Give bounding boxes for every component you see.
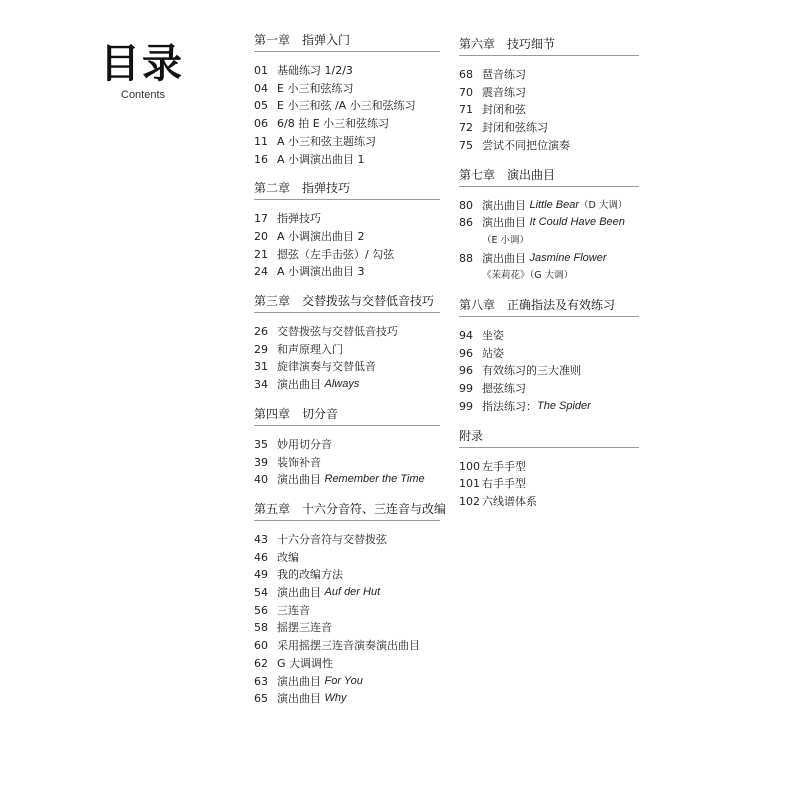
toc-entry[interactable] bbox=[254, 228, 440, 246]
entry-label: A 小调演出曲目 3 bbox=[277, 265, 365, 279]
page-number: 35 bbox=[254, 437, 268, 451]
page-number: 63 bbox=[254, 674, 268, 688]
entry-key-note: （D 大调） bbox=[579, 199, 628, 211]
toc-chapter bbox=[254, 406, 440, 489]
toc-entry[interactable] bbox=[254, 673, 440, 691]
entry-label: 交替拨弦与交替低音技巧 bbox=[277, 325, 398, 339]
entry-english-title: For You bbox=[324, 674, 363, 687]
toc-entry[interactable] bbox=[459, 475, 639, 493]
entry-label: 摇摆三连音 bbox=[277, 621, 332, 635]
page-number: 68 bbox=[459, 68, 473, 81]
toc-chapter bbox=[254, 32, 440, 168]
page-subtitle: Contents bbox=[121, 89, 166, 101]
page-number: 46 bbox=[254, 550, 268, 564]
toc-chapter bbox=[254, 293, 440, 394]
page-number: 34 bbox=[254, 378, 268, 392]
chapter-title: 第五章 十六分音符、三连音与改编 bbox=[254, 501, 440, 521]
chapter-title: 第六章 技巧细节 bbox=[459, 36, 639, 56]
toc-chapter bbox=[459, 428, 639, 511]
entry-label: 右手手型 bbox=[482, 477, 526, 491]
page-number: 58 bbox=[254, 621, 268, 635]
toc-entry[interactable] bbox=[459, 197, 639, 215]
entry-label: 琶音练习 bbox=[482, 68, 526, 81]
page-number: 99 bbox=[459, 382, 473, 396]
entry-label: 演出曲目 bbox=[277, 378, 325, 392]
entry-label: 有效练习的三大准则 bbox=[482, 364, 581, 378]
toc-entry[interactable] bbox=[459, 345, 639, 363]
toc-chapter bbox=[459, 297, 639, 416]
page-number: 96 bbox=[459, 364, 473, 378]
toc-entry[interactable] bbox=[254, 637, 440, 655]
page-number: 39 bbox=[254, 455, 268, 469]
page-number: 80 bbox=[459, 198, 473, 212]
toc-chapter bbox=[459, 167, 639, 286]
page-number: 54 bbox=[254, 586, 268, 600]
entry-label: 演出曲目 bbox=[277, 692, 325, 706]
entry-label: 妙用切分音 bbox=[277, 437, 332, 451]
entry-label: 6/8 拍 E 小三和弦练习 bbox=[277, 117, 390, 131]
page-number: 24 bbox=[254, 265, 268, 279]
page-number: 06 bbox=[254, 117, 268, 131]
entry-label: 封闭和弦练习 bbox=[482, 121, 548, 135]
page-number: 26 bbox=[254, 325, 268, 339]
entry-label: 左手手型 bbox=[482, 459, 526, 473]
toc-entry[interactable] bbox=[254, 341, 440, 359]
toc-entry[interactable] bbox=[459, 137, 639, 155]
page-number: 72 bbox=[459, 121, 473, 135]
toc-entry[interactable] bbox=[459, 250, 639, 268]
toc-entry[interactable] bbox=[254, 549, 440, 567]
toc-entry[interactable] bbox=[254, 80, 440, 98]
entry-english-title: It Could Have Been bbox=[529, 216, 625, 229]
page-number: 101 bbox=[459, 477, 480, 491]
toc-entry[interactable] bbox=[254, 619, 440, 637]
entry-english-title: Always bbox=[324, 378, 360, 391]
toc-entry[interactable] bbox=[254, 97, 440, 115]
entry-english-title: Remember the Time bbox=[324, 473, 425, 486]
entry-label: 旋律演奏与交替低音 bbox=[277, 360, 376, 374]
entry-english-title: The Spider bbox=[537, 399, 591, 412]
page-number: 100 bbox=[459, 459, 480, 473]
chapter-title: 第一章 指弹入门 bbox=[254, 32, 440, 52]
chapter-title: 第八章 正确指法及有效练习 bbox=[459, 297, 639, 317]
entry-label: 演出曲目 bbox=[482, 198, 530, 212]
entry-label: 采用摇摆三连音演奏演出曲目 bbox=[277, 639, 420, 653]
entry-label: 尝试不同把位演奏 bbox=[482, 138, 570, 152]
entry-english-title: Auf der Hut bbox=[324, 586, 381, 599]
toc-chapter bbox=[254, 180, 440, 281]
entry-label: 震音练习 bbox=[482, 85, 526, 99]
entry-label: 十六分音符与交替拨弦 bbox=[277, 532, 387, 546]
toc-entry[interactable] bbox=[459, 327, 639, 345]
entry-subtitle: 《茉莉花》（G 大调） bbox=[482, 270, 574, 282]
page-number: 01 bbox=[254, 64, 268, 77]
page-number: 56 bbox=[254, 603, 268, 617]
toc-entry[interactable] bbox=[254, 246, 440, 264]
page-number: 102 bbox=[459, 494, 480, 508]
toc-entry[interactable] bbox=[254, 531, 440, 549]
page-number: 96 bbox=[459, 346, 473, 360]
entry-label: 站姿 bbox=[482, 346, 504, 360]
toc-entry[interactable] bbox=[254, 471, 440, 489]
page-number: 70 bbox=[459, 85, 473, 99]
toc-entry[interactable] bbox=[254, 566, 440, 584]
entry-label: A 小调演出曲目 1 bbox=[277, 152, 365, 166]
toc-entry[interactable] bbox=[459, 66, 639, 84]
page-number: 20 bbox=[254, 229, 268, 243]
entry-label: 摁弦练习 bbox=[482, 382, 526, 396]
toc-entry[interactable] bbox=[459, 380, 639, 398]
toc-entry[interactable] bbox=[254, 376, 440, 394]
toc-entry[interactable] bbox=[254, 655, 440, 673]
toc-entry[interactable] bbox=[459, 493, 639, 511]
toc-entry[interactable] bbox=[254, 358, 440, 376]
entry-label: 我的改编方法 bbox=[277, 568, 343, 582]
entry-label: 摁弦（左手击弦）/ 勾弦 bbox=[277, 247, 395, 261]
toc-entry[interactable] bbox=[254, 115, 440, 133]
page-number: 88 bbox=[459, 251, 473, 265]
page-number: 21 bbox=[254, 247, 268, 261]
toc-entry[interactable] bbox=[254, 602, 440, 620]
entry-label: 封闭和弦 bbox=[482, 103, 526, 117]
entry-label: 坐姿 bbox=[482, 329, 504, 343]
page-number: 31 bbox=[254, 360, 268, 374]
entry-label: G 大调调性 bbox=[277, 656, 334, 670]
page-number: 62 bbox=[254, 656, 268, 670]
page-number: 94 bbox=[459, 329, 473, 343]
chapter-title: 第四章 切分音 bbox=[254, 406, 440, 426]
toc-entry[interactable] bbox=[254, 454, 440, 472]
page-number: 49 bbox=[254, 568, 268, 582]
entry-label: 基础练习 1/2/3 bbox=[277, 64, 353, 77]
toc-entry[interactable] bbox=[459, 119, 639, 137]
toc-column-right bbox=[459, 36, 639, 523]
chapter-title: 第二章 指弹技巧 bbox=[254, 180, 440, 200]
toc-chapter bbox=[254, 501, 447, 708]
page-title: 目录 bbox=[100, 40, 184, 87]
toc-entry[interactable] bbox=[254, 690, 440, 708]
chapter-title: 第七章 演出曲目 bbox=[459, 167, 639, 187]
page-number: 99 bbox=[459, 399, 473, 413]
page-number: 75 bbox=[459, 138, 473, 152]
entry-label: A 小调演出曲目 2 bbox=[277, 229, 365, 243]
page-number: 17 bbox=[254, 212, 268, 226]
toc-entry[interactable] bbox=[459, 101, 639, 119]
toc-entry[interactable] bbox=[254, 151, 440, 169]
entry-label: E 小三和弦 /A 小三和弦练习 bbox=[277, 99, 416, 113]
page-number: 40 bbox=[254, 473, 268, 487]
entry-label: A 小三和弦主题练习 bbox=[277, 134, 377, 148]
entry-label: E 小三和弦练习 bbox=[277, 81, 354, 95]
page-number: 11 bbox=[254, 134, 268, 148]
toc-entry[interactable] bbox=[459, 458, 639, 476]
entry-label: 演出曲目 bbox=[482, 251, 530, 265]
page-number: 16 bbox=[254, 152, 268, 166]
toc-entry[interactable] bbox=[459, 398, 639, 416]
toc-entry[interactable] bbox=[254, 323, 440, 341]
toc-entry[interactable] bbox=[459, 362, 639, 380]
entry-label: 六线谱体系 bbox=[482, 494, 537, 508]
toc-entry[interactable] bbox=[254, 584, 440, 602]
entry-label: 装饰补音 bbox=[277, 455, 321, 469]
toc-entry[interactable] bbox=[254, 210, 440, 228]
entry-label: 演出曲目 bbox=[277, 473, 325, 487]
entry-english-title: Little Bear bbox=[529, 198, 580, 211]
chapter-title: 第三章 交替拨弦与交替低音技巧 bbox=[254, 293, 440, 313]
entry-label: 三连音 bbox=[277, 603, 310, 617]
toc-entry[interactable] bbox=[254, 133, 440, 151]
entry-label: 演出曲目 bbox=[482, 216, 530, 230]
entry-english-title: Jasmine Flower bbox=[529, 251, 607, 264]
page-number: 65 bbox=[254, 692, 268, 706]
page-number: 86 bbox=[459, 216, 473, 230]
toc-entry[interactable] bbox=[254, 263, 440, 281]
toc-entry[interactable] bbox=[459, 214, 639, 232]
toc-column-left bbox=[254, 32, 447, 720]
chapter-title: 附录 bbox=[459, 428, 639, 448]
entry-english-title: Why bbox=[324, 692, 347, 705]
page-number: 43 bbox=[254, 532, 268, 546]
page-number: 04 bbox=[254, 81, 268, 95]
entry-label: 演出曲目 bbox=[277, 586, 325, 600]
page-number: 05 bbox=[254, 99, 268, 113]
page-number: 29 bbox=[254, 342, 268, 356]
toc-chapter bbox=[459, 36, 639, 155]
toc-entry[interactable] bbox=[254, 62, 440, 80]
toc-entry[interactable] bbox=[459, 84, 639, 102]
entry-label: 和声原理入门 bbox=[277, 342, 343, 356]
entry-label: 改编 bbox=[277, 550, 299, 564]
toc-entry[interactable] bbox=[254, 436, 440, 454]
page-number: 60 bbox=[254, 639, 268, 653]
entry-label: 指法练习： bbox=[482, 399, 537, 413]
page-number: 71 bbox=[459, 103, 473, 117]
entry-label: 演出曲目 bbox=[277, 674, 325, 688]
entry-subtitle: （E 小调） bbox=[482, 234, 530, 246]
entry-label: 指弹技巧 bbox=[277, 212, 321, 226]
